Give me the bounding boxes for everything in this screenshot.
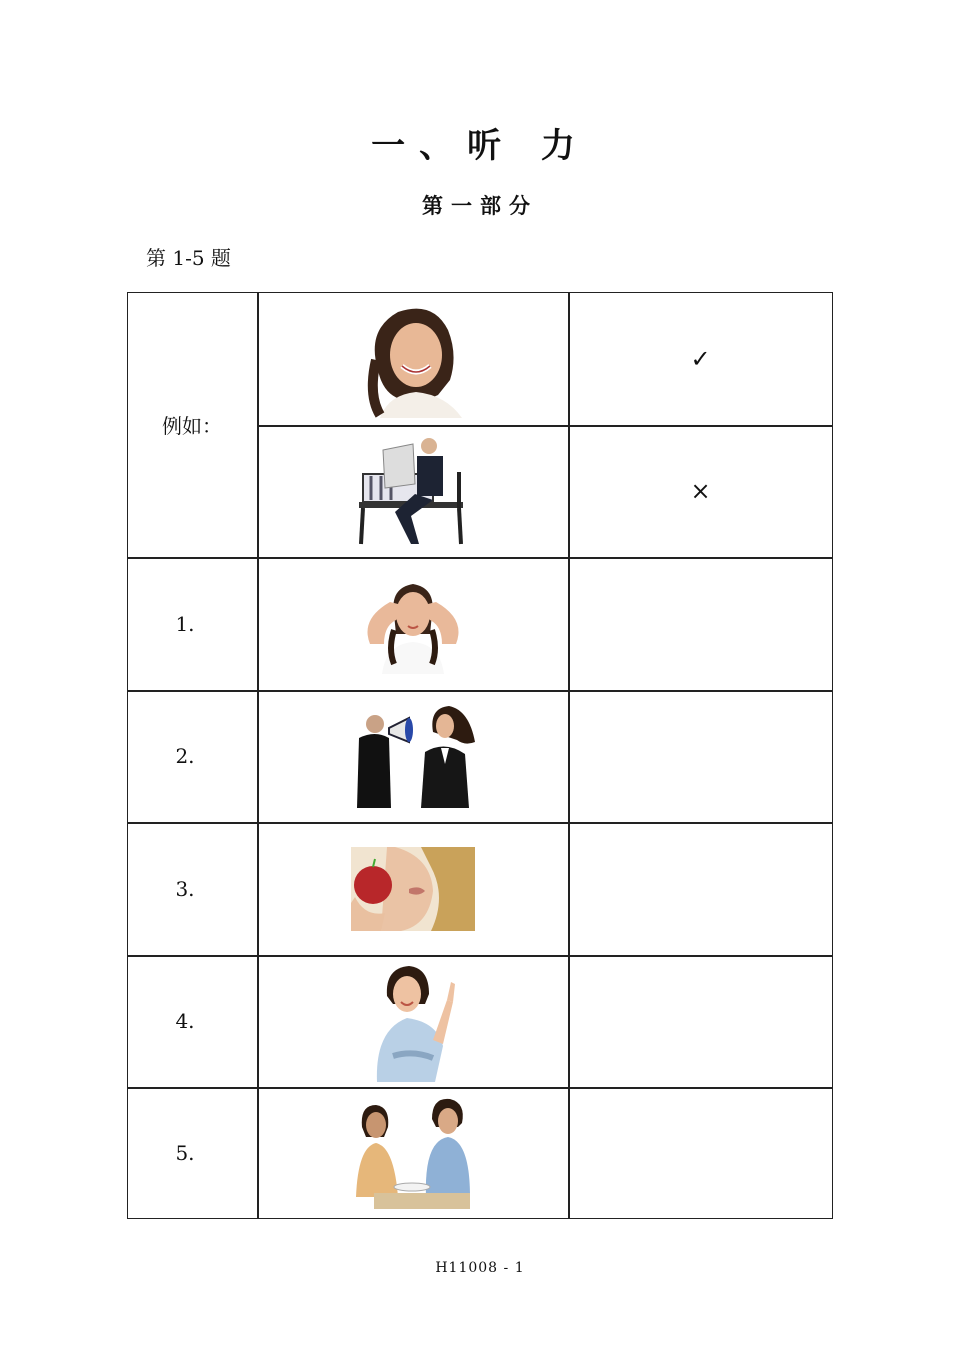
page-footer-code: H11008 - 1 (435, 1260, 525, 1276)
question-number-4: 4. (175, 1009, 195, 1033)
question-number-5: 5. (175, 1141, 195, 1165)
couple-at-table-picture (257, 1087, 568, 1219)
section-subtitle: 第一部分 (422, 193, 538, 218)
question-number-1: 1. (175, 611, 195, 636)
smiling-woman-picture (257, 292, 568, 425)
example-cross-mark: × (690, 477, 711, 505)
question-number-3: 3. (175, 876, 195, 901)
woman-pointing-up-picture (257, 955, 568, 1087)
question-number-2: 2. (175, 744, 195, 768)
page-title: 一、听 力 (371, 126, 589, 166)
man-shouting-megaphone-at-woman-picture (257, 690, 568, 822)
girl-covering-eyes-picture (257, 557, 568, 690)
example-check-mark: ✓ (690, 344, 711, 373)
example-label: 例如： (162, 414, 222, 438)
man-reading-newspaper-on-bench-picture (257, 425, 568, 557)
woman-eating-apple-picture (257, 822, 568, 955)
question-range: 第 1-5 题 (146, 246, 231, 270)
